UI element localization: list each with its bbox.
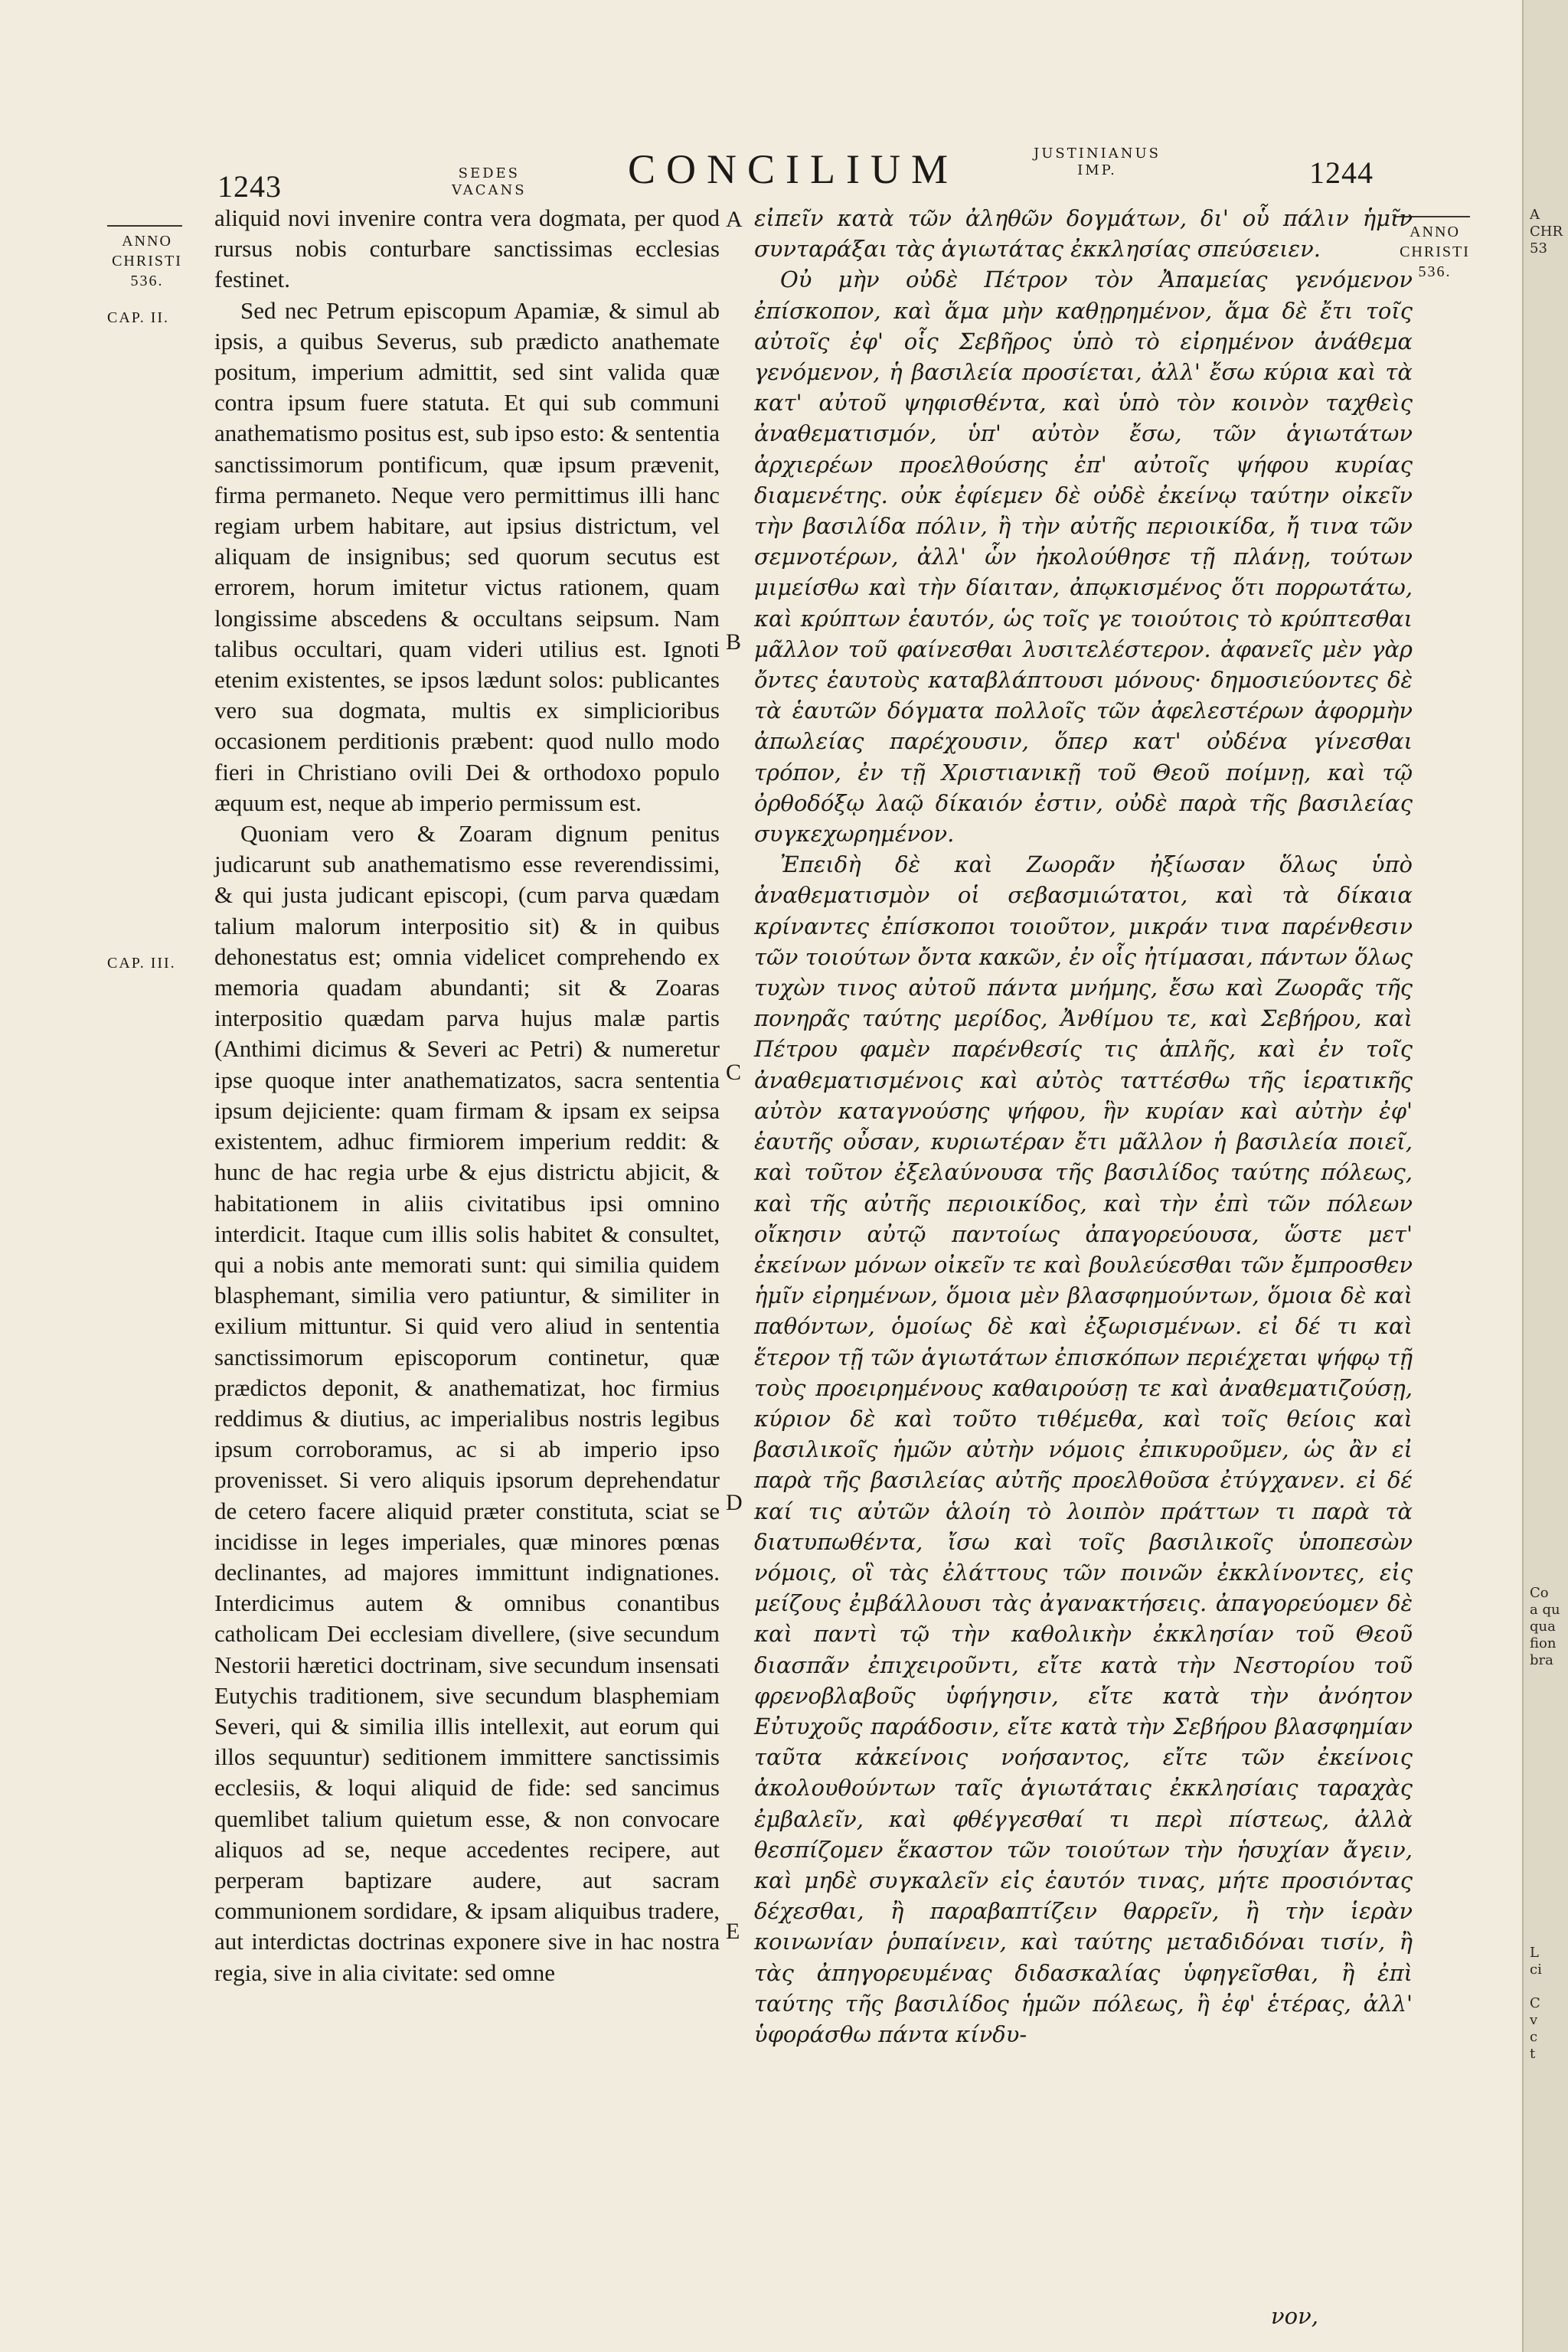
chapter-iii-label: CAP. III.: [107, 955, 176, 972]
greek-column: [754, 203, 1413, 2050]
chapter-ii-label: CAP. II.: [107, 309, 170, 326]
emperor-label: JUSTINIANUS IMP.: [1034, 145, 1161, 178]
facing-page-edge: [1522, 0, 1568, 2352]
latin-paragraph: Sed nec Petrum episcopum Apamiæ, & simul ab ipsis, a quibus Severus, sub prædicto anathemate positum, imperium admittit, sed sint valida quæ contra ipsum fuere statuta. Et qui sub communi anathematismo positus est, sub ipso esto: & sententia sanctissimorum pontificum, quæ ipsum prævenit, firma permaneto. Neque vero permittimus illi hanc regiam urbem habitare, aut ipsius districtum, vel aliquam de insignibus; sed quorum secutus est errorem, horum imitetur victus rationem, quam longissime abscedens & occultans seipsum. Nam talibus occultari, quam videri utilius est. Ignoti etenim existentes, se ipsos lædunt solos: publicantes vero sua dogmata, multis ex simplicioribus occasionem perditionis præbent: quod nullo modo fieri in Christiano ovili Dei & orthodoxo populo æquum est, neque ab imperio permissum est.: [214, 296, 720, 816]
section-marker-e: E: [726, 1919, 740, 1944]
running-title: CONCILIUM: [628, 146, 959, 192]
latin-column: [214, 203, 720, 1988]
greek-paragraph: εἰπεῖν κατὰ τῶν ἀληθῶν δογμάτων, δι' οὗ πάλιν ἡμῖν συνταράξαι τὰς ἁγιωτάτας ἐκκλησίας σπεύσειεν.: [754, 205, 1413, 263]
latin-paragraph: Quoniam vero & Zoaram dignum penitus judicarunt sub anathematismo esse reverendissimi, & qui justa judicant episcopi, (cum parva quædam talium malorum interpositio sit) & in quibus dehonestatus est; omnia videlicet comprehendo ex memoria quadam abundanti; sit & Zoaras interpositio quædam parva hujus malæ partis (Anthimi dicimus & Severi ac Petri) & numeretur ipse quoque inter anathematizatos, sacra sententia ipsum dejiciente: quam firmam & ipsam ex seipsa existentem, adhuc firmiorem imperium reddit: & hunc de hac regia urbe & ejus districtu abjicit, & habitationem in aliis civitatibus ipsi omnino interdicit. Itaque cum illis solis habitet & consultet, qui a nobis ante memorati sunt: qui similia quidem blasphemant, similia vero patiuntur, & similiter in exilium mittuntur. Si quid vero aliud in sententia sanctissimorum episcoporum continetur, quæ prædictos deponit, & anathematizat, hoc firmius reddimus & diutius, ac imperialibus nostris legibus ipsum corroboramus, ac si ab imperio ipso provenisset. Si vero aliquis ipsorum deprehendatur de cetero facere aliquid præter constituta, sciat se incidisse in leges imperiales, quæ minores pœnas declinantes, ad majores immittunt indignationes. Interdicimus autem & omnibus conantibus catholicam Dei ecclesiam divellere, (sive secundum Nestorii hæretici doctrinam, sive secundum insensati Eutychis traditionem, sive secundum blasphemiam Severi, qui & similia illis intellexit, aut eorum qui illos sequuntur) seditionem immittere sanctissimis ecclesiis, & loqui aliquid de fide: sed sancimus quemlibet talium quietum esse, & non convocare aliquos ad se, neque accedentes recipere, aut perperam baptizare audere, aut sacram communionem sordidare, & ipsam aliquibus tradere, aut interdictas doctrinas exponere sive in hac nostra regia, sive in alia civitate: sed omne: [214, 820, 720, 1986]
greek-paragraph: Οὐ μὴν οὐδὲ Πέτρον τὸν Ἀπαμείας γενόμενον ἐπίσκοπον, καὶ ἅμα μὴν καθῃρημένον, ἅμα δὲ ἔτι τοῖς αὐτοῖς ἐφ' οἷς Σεβῆρος ὑπὸ τὸ εἰρημένον ἀνάθεμα γενόμενον, ἡ βασιλεία προσίεται, ἀλλ' ἔσω κύρια καὶ τὰ κατ' αὐτοῦ ψηφισθέντα, καὶ ὑπὸ τὸν κοινὸν ταχθεὶς ἀναθεματισμόν, ὑπ' αὐτὸν ἔσω, τῶν ἁγιωτάτων ἀρχιερέων προελθούσης ἐπ' αὐτοῖς ψήφου κυρίας διαμενέτης. οὐκ ἐφίεμεν δὲ οὐδὲ ἐκείνῳ ταύτην οἰκεῖν τὴν βασιλίδα πόλιν, ἢ τὴν αὐτῆς περιοικίδα, ἤ τινα τῶν σεμνοτέρων, ἀλλ' ὧν ἠκολούθησε τῇ πλάνῃ, τούτων μιμείσθω καὶ τὴν δίαιταν, ἀπῳκισμένος ὅτι πορρωτάτω, καὶ κρύπτων ἑαυτόν, ὡς τοῖς γε τοιούτοις τὸ κρύπτεσθαι μᾶλλον τοῦ φαίνεσθαι λυσιτελέστερον. ἀφανεῖς μὲν γὰρ ὄντες ἑαυτοὺς καταβλάπτουσι μόνους· δημοσιεύοντες δὲ τὰ ἑαυτῶν δόγματα πολλοῖς τῶν ἀφελεστέρων ἀφορμὴν ἀπωλείας παρέχουσιν, ὅπερ κατ' οὐδένα γίνεσθαι τρόπον, ἐν τῇ Χριστιανικῇ τοῦ Θεοῦ ποίμνῃ, καὶ τῷ ὀρθοδόξῳ λαῷ δίκαιόν ἐστιν, οὐδὲ παρὰ τῆς βασιλείας συγκεχωρημένον.: [754, 266, 1413, 848]
latin-paragraph: aliquid novi invenire contra vera dogmata, per quod rursus nobis conturbare sanctissimas ecclesias festinet.: [214, 204, 720, 293]
facing-page-fragment: L ci C v c t: [1530, 1945, 1542, 2062]
sedes-vacans-label: SEDES VACANS: [452, 165, 527, 198]
left-margin-rule: [107, 225, 182, 227]
left-page-number: 1243: [217, 169, 282, 204]
greek-paragraph: Ἐπειδὴ δὲ καὶ Ζωορᾶν ἠξίωσαν ὅλως ὑπὸ ἀναθεματισμὸν οἱ σεβασμιώτατοι, καὶ τὰ δίκαια κρίναντες ἐπίσκοποι τοιοῦτον, μικράν τινα παρένθεσιν τῶν τοιούτων ὄντα κακῶν, ἐν οἷς ἠτίμασαι, πάντων ὅλως τυχὼν τινος αὐτοῦ πάντα μνήμης, ἔσω καὶ Ζωορᾶς τῆς πονηρᾶς ταύτης μερίδος, Ἀνθίμου τε, καὶ Σεβήρου, καὶ Πέτρου φαμὲν παρένθεσίς τις ἁπλῆς, καὶ ἐν τοῖς ἀναθεματισμένοις καὶ αὐτὸς ταττέσθω τῆς ἱερατικῆς αὐτὸν καταγνούσης ψήφου, ἣν κυρίαν καὶ αὐτὴν ἐφ' ἑαυτῆς οὖσαν, κυριωτέραν ἔτι μᾶλλον ἡ βασιλεία ποιεῖ, καὶ τοῦτον ἐξελαύνουσα τῆς βασιλίδος ταύτης πόλεως, καὶ τῆς αὐτῆς περιοικίδος, καὶ τὴν ἐπὶ τῶν πόλεων οἴκησιν αὐτῷ παντοίως ἀπαγορεύουσα, ὥστε μετ' ἐκείνων μόνων οἰκεῖν τε καὶ βουλεύεσθαι τῶν ἔμπροσθεν ἡμῖν εἰρημένων, ὅμοια μὲν βλασφημούντων, ὅμοια δὲ καὶ παθόντων, ὁμοίως δὲ καὶ ἐξωρισμένων. εἰ δέ τι καὶ ἕτερον τῇ τῶν ἁγιωτάτων ἐπισκόπων περιέχεται ψήφῳ τῇ τοὺς προειρημένους καθαιρούσῃ τε καὶ ἀναθεματιζούσῃ, κύριον δὲ καὶ τοῦτο τιθέμεθα, καὶ τοῖς θείοις καὶ βασιλικοῖς ἡμῶν αὐτὴν νόμοις ἐπικυροῦμεν, ὡς ἂν εἰ παρὰ τῆς βασιλείας αὐτῆς προελθοῦσα ἐτύγχανεν. εἰ δέ καί τις αὐτῶν ἁλοίη τὸ λοιπὸν πράττων τι παρὰ τὰ διατυπωθέντα, ἴσω καὶ τοῖς βασιλικοῖς ὑποπεσὼν νόμοις, οἳ τὰς ἐλάττους τῶν ποινῶν ἐκκλίνοντες, εἰς μείζους ἐμβάλλουσι τὰς ἀγανακτήσεις. ἀπαγορεύομεν δὲ καὶ παντὶ τῷ τὴν καθολικὴν ἐκκλησίαν τοῦ Θεοῦ διασπᾶν ἐπιχειροῦντι, εἴτε κατὰ τὴν Νεστορίου τοῦ φρενοβλαβοῦς ὑφήγησιν, εἴτε κατὰ τὴν ἀνόητον Εὐτυχοῦς παράδοσιν, εἴτε κατὰ τὴν Σεβήρου βλασφημίαν ταῦτα κἀκείνοις νοήσαντος, εἴτε τῶν ἐκείνοις ἀκολουθούντων ταῖς ἁγιωτάταις ἐκκλησίαις ταραχὰς ἐμβαλεῖν, καὶ φθέγγεσθαί τι περὶ πίστεως, ἀλλὰ θεσπίζομεν ἕκαστον τῶν τοιούτων τὴν ἡσυχίαν ἄγειν, καὶ μηδὲ συγκαλεῖν εἰς ἑαυτόν τινας, μήτε προσιόντας δέχεσθαι, ἢ παραβαπτίζειν θαρρεῖν, ἢ τὴν ἱερὰν κοινωνίαν ῥυπαίνειν, καὶ ταύτης μεταδιδόναι τισίν, ἢ τὰς ἀπηγορευμένας διδασκαλίας ὑφηγεῖσθαι, ἢ ἐπὶ ταύτης τῆς βασιλίδος ἡμῶν πόλεως, ἢ ἐφ' ἑτέρας, ἀλλ' ὑφοράσθω πάντα κίνδυ-: [754, 851, 1413, 2047]
facing-page-margin-note: Co a qu qua fion bra: [1530, 1585, 1560, 1668]
greek-continuation: νον,: [1271, 2303, 1318, 2329]
anno-christi-left: ANNO CHRISTI 536.: [112, 233, 182, 289]
section-marker-d: D: [726, 1490, 743, 1515]
section-marker-c: C: [726, 1060, 742, 1085]
anno-christi-right: ANNO CHRISTI 536.: [1400, 224, 1470, 280]
facing-page-anno: A CHR 53: [1530, 207, 1563, 256]
section-marker-a: A: [726, 207, 743, 232]
section-marker-b: B: [726, 629, 742, 655]
right-page-number: 1244: [1309, 155, 1374, 190]
